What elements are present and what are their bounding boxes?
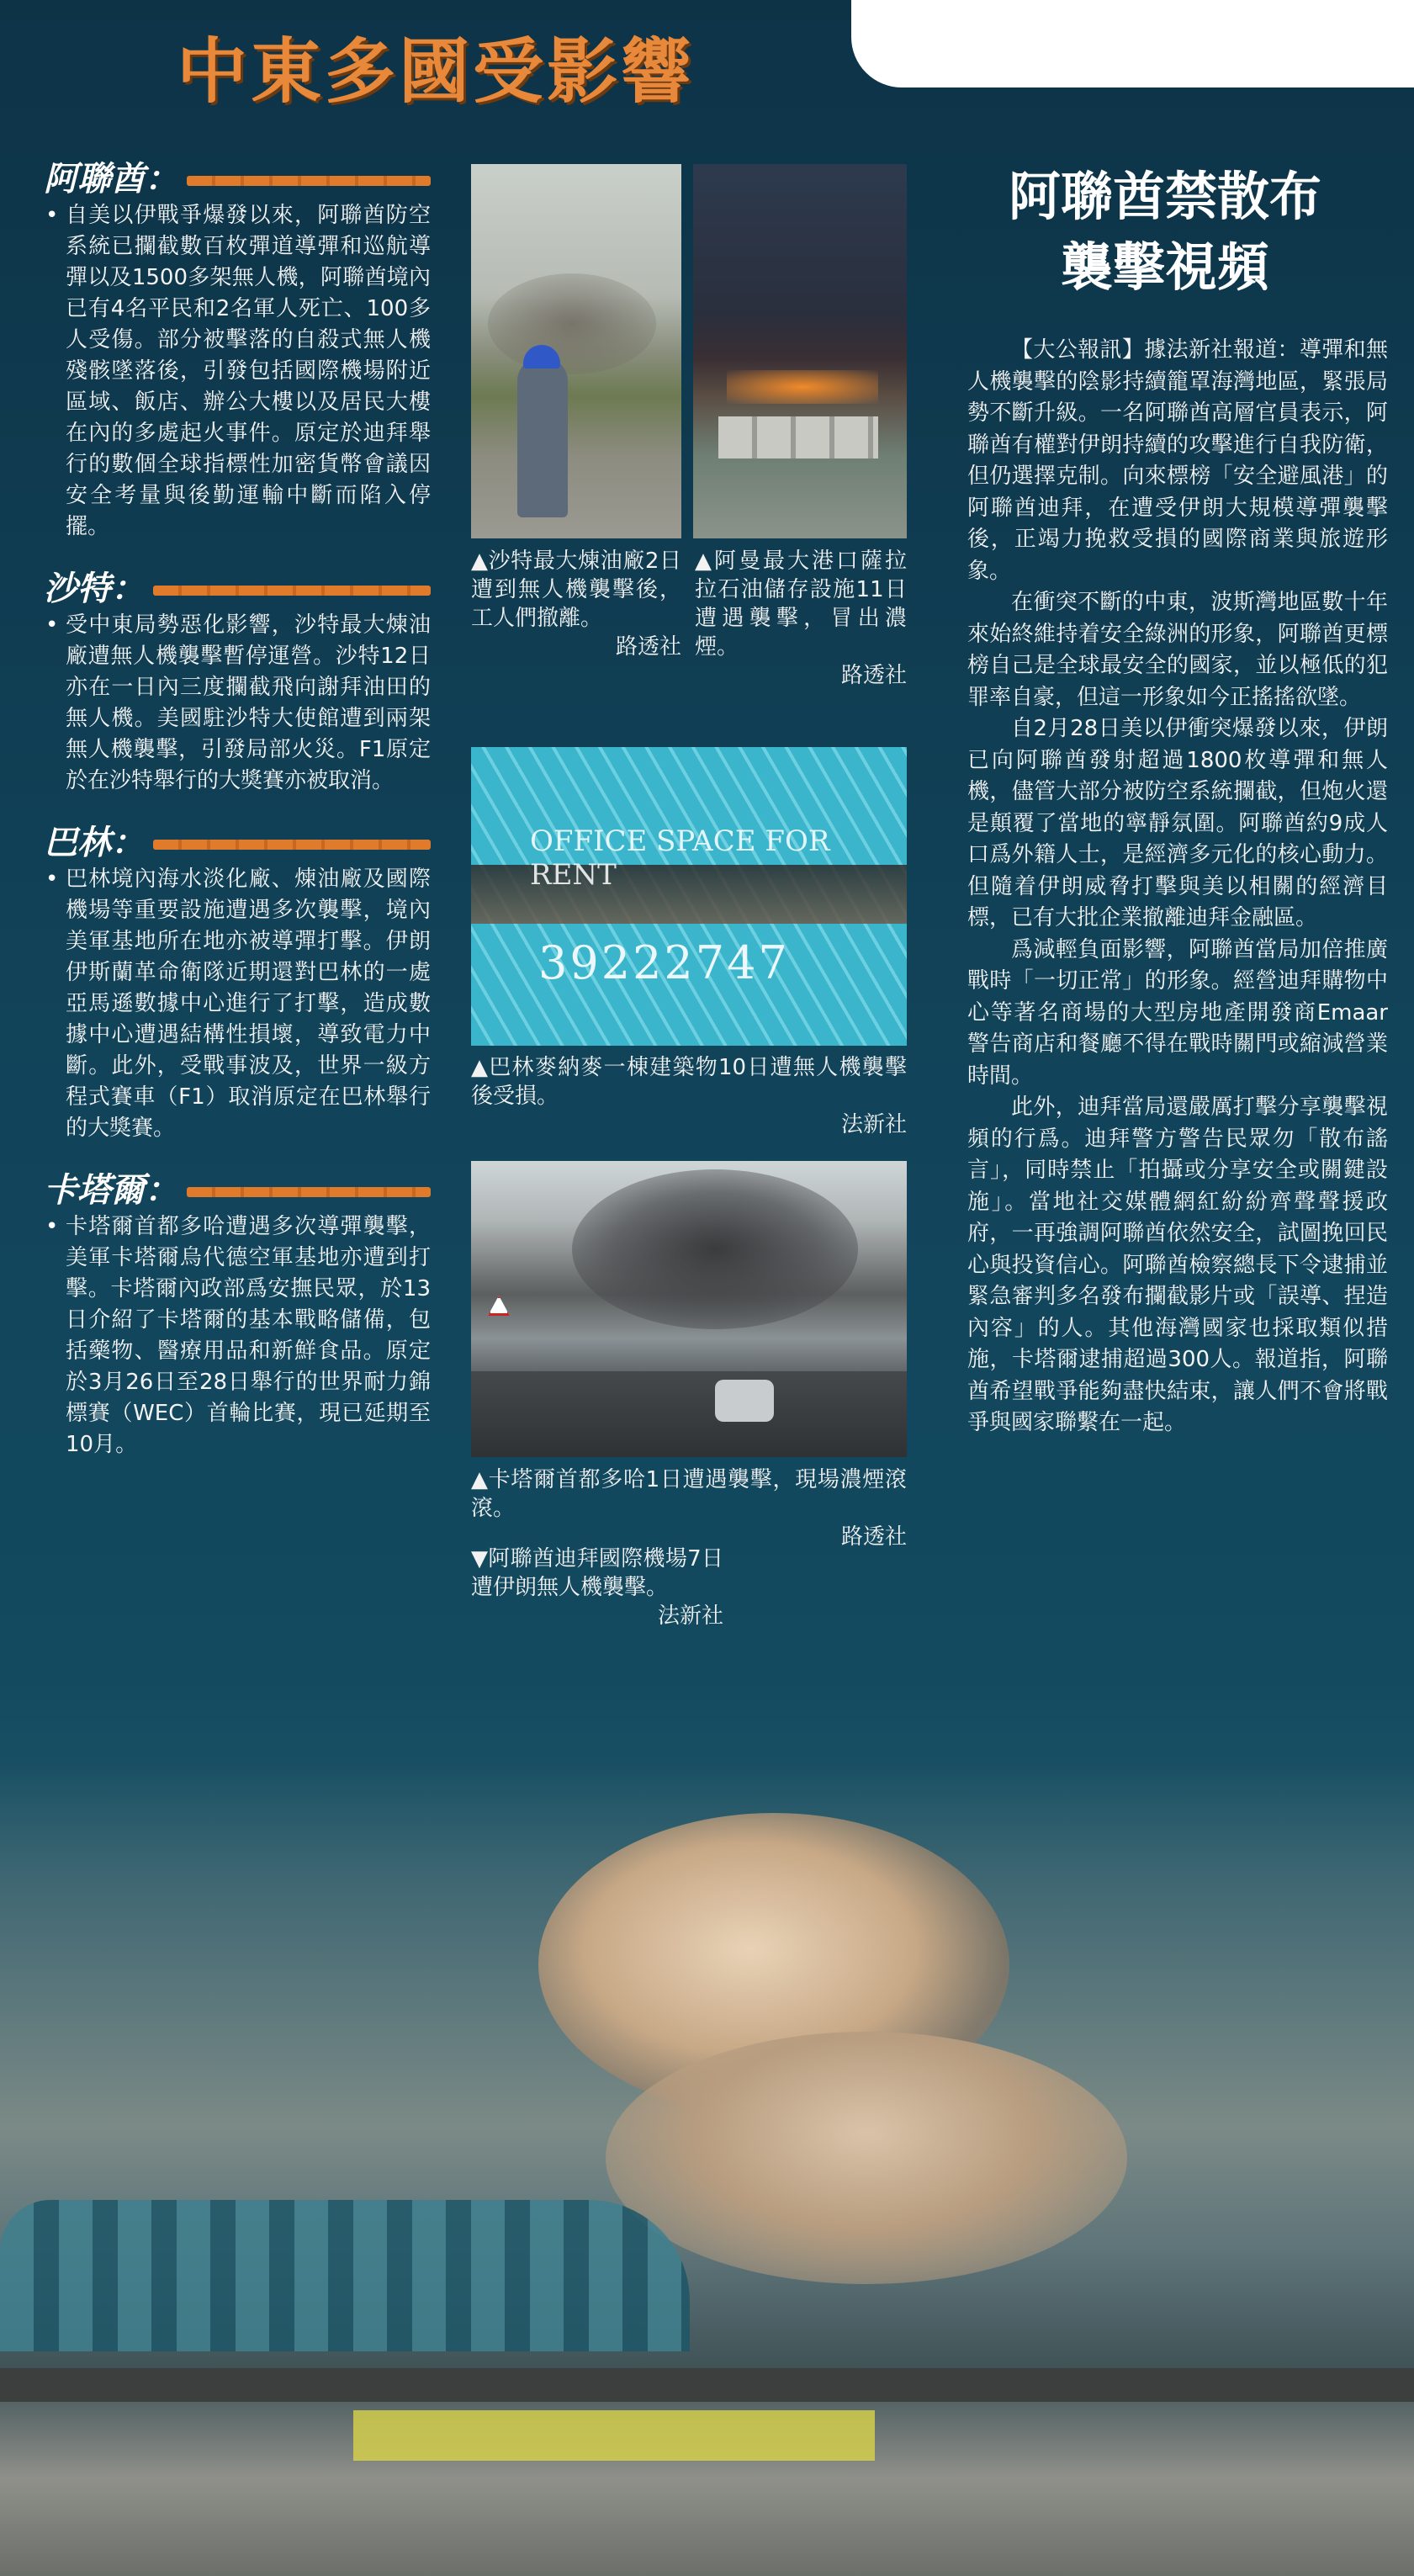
region-heading (44, 151, 431, 200)
region-text: • 受中東局勢惡化影響，沙特最大煉油廠遭無人機襲擊暫停運營。沙特12日亦在一日內三度攔截飛向謝拜油田的無人機。美國駐沙特大使館遭到兩架無人機襲擊，引發局部火災。F1原定於在沙特舉行的大獎賽亦被取消。 (44, 610, 431, 797)
caption-credit: 路透社 (615, 634, 681, 660)
region-text: • 卡塔爾首都多哈遭遇多次導彈襲擊，美軍卡塔爾烏代德空軍基地亦遭到打擊。卡塔爾內政部爲安撫民眾，於13日介紹了卡塔爾的基本戰略儲備，包括藥物、醫療用品和新鮮食品。原定於3月26日至28日舉行的世界耐力錦標賽（WEC）首輪比賽，現已延期至10月。 (44, 1211, 431, 1460)
building-phone-text: 39222747 (538, 936, 790, 989)
car (715, 1380, 774, 1422)
warning-sign-icon (488, 1296, 510, 1316)
page-title: 中東多國受影響 (177, 30, 696, 113)
region-saudi (44, 561, 431, 797)
caption-airport (471, 1545, 723, 1630)
article-body (967, 335, 1388, 1439)
road (471, 1371, 907, 1457)
region-name: 巴林： (44, 823, 145, 862)
storage-tanks (718, 416, 878, 458)
caption-text: ▲巴林麥納麥一棟建築物10日遭無人機襲擊後受損。 (471, 1055, 907, 1109)
caption-credit: 路透社 (840, 663, 907, 688)
caption-credit: 法新社 (840, 1112, 907, 1137)
region-name: 卡塔爾： (44, 1170, 178, 1210)
building-sign-text: OFFICE SPACE FOR RENT (530, 824, 830, 892)
region-bahrain (44, 815, 431, 1144)
worker-figure (517, 358, 568, 517)
smoke-plume (606, 2032, 1127, 2284)
bahrain-building-photo (471, 747, 907, 1046)
orange-rule (153, 586, 431, 596)
caption-credit: 路透社 (840, 1524, 907, 1550)
region-text: • 自美以伊戰爭爆發以來，阿聯酋防空系統已攔截數百枚彈道導彈和巡航導彈以及1500多架無人機，阿聯酋境內已有4名平民和2名軍人死亡、100多人受傷。部分被擊落的自殺式無人機殘骸墜落後，引發包括國際機場附近區域、飯店、辦公大樓以及居民大樓在內的多處起火事件。原定於迪拜舉行的數個全球指標性加密貨幣會議因安全考量與後勤運輸中斷而陷入停擺。 (44, 200, 431, 543)
region-heading (44, 561, 431, 610)
article-title (967, 162, 1363, 303)
fire-glow (727, 370, 878, 404)
smoke (572, 1169, 858, 1329)
doha-road-photo (471, 1161, 907, 1457)
region-name: 阿聯酋： (44, 159, 178, 199)
elevated-highway (0, 2368, 1414, 2402)
article-paragraph: 自2月28日美以伊衝突爆發以來，伊朗已向阿聯酋發射超過1800枚導彈和無人機，儘管大部分被防空系統攔截，但炮火還是顛覆了當地的寧靜氛圍。阿聯酋約9成人口爲外籍人士，是經濟多元化的核心動力。但隨着伊朗威脅打擊與美以相關的經濟目標，已有大批企業撤離迪拜金融區。 (967, 716, 1388, 930)
orange-rule (187, 176, 431, 186)
region-heading (44, 1163, 431, 1211)
region-uae (44, 151, 431, 543)
caption-credit: 法新社 (657, 1603, 723, 1629)
refinery-photo (471, 164, 681, 538)
caption-building (471, 1053, 907, 1139)
caption-text: ▼阿聯酋迪拜國際機場7日遭伊朗無人機襲擊。 (471, 1546, 723, 1600)
yellow-sign (353, 2410, 875, 2461)
article-paragraph: 爲減輕負面影響，阿聯酋當局加倍推廣戰時「一切正常」的形象。經營迪拜購物中心等著名商場的大型房地產開發商Emaar警告商店和餐廳不得在戰時關門或縮減營業時間。 (967, 936, 1388, 1089)
article-paragraph: 【大公報訊】據法新社報道：導彈和無人機襲擊的陰影持續籠罩海灣地區，緊張局勢不斷升級。一名阿聯酋高層官員表示，阿聯酋有權對伊朗持續的攻擊進行自我防衛，但仍選擇克制。向來標榜「安全避風港」的阿聯酋迪拜，在遭受伊朗大規模導彈襲擊後，正竭力挽救受損的國際商業與旅遊形象。 (967, 337, 1388, 584)
terminal-roof (0, 2200, 690, 2351)
article-title-line2: 襲擊視頻 (1060, 236, 1269, 298)
smoke (488, 273, 656, 374)
caption-text: ▲阿曼最大港口薩拉拉石油儲存設施11日遭遇襲擊，冒出濃煙。 (695, 549, 907, 660)
article-paragraph: 在衝突不斷的中東，波斯灣地區數十年來始終維持着安全綠洲的形象，阿聯酋更標榜自己是全球最安全的國家，並以極低的犯罪率自豪，但這一形象如今正搖搖欲墜。 (967, 590, 1388, 710)
header-tab (851, 0, 1414, 87)
region-text: • 巴林境內海水淡化廠、煉油廠及國際機場等重要設施遭遇多次襲擊，境內美軍基地所在地亦被導彈打擊。伊朗伊斯蘭革命衛隊近期還對巴林的一處亞馬遜數據中心進行了打擊，造成數據中心遭遇結構性損壞，導致電力中斷。此外，受戰事波及，世界一級方程式賽車（F1）取消原定在巴林舉行的大獎賽。 (44, 864, 431, 1144)
caption-road (471, 1466, 907, 1551)
caption-port (695, 547, 907, 690)
port-photo (693, 164, 907, 538)
orange-rule (153, 840, 431, 850)
caption-refinery (471, 547, 681, 661)
region-heading (44, 815, 431, 864)
article-paragraph: 此外，迪拜當局還嚴厲打擊分享襲擊視頻的行爲。迪拜警方警告民眾勿「散布謠言」，同時禁止「拍攝或分享安全或關鍵設施」。當地社交媒體網紅紛紛齊聲聲援政府，一再強調阿聯酋依然安全，試圖挽回民心與投資信心。阿聯酋檢察總長下令逮捕並緊急審判多名發布攔截影片或「誤導、捏造內容」的人。其他海灣國家也採取類似措施，卡塔爾逮捕超過300人。報道指，阿聯酋希望戰爭能夠盡快結束，讓人們不會將戰爭與國家聯繫在一起。 (967, 1095, 1388, 1435)
orange-rule (187, 1187, 431, 1197)
caption-text: ▲沙特最大煉油廠2日遭到無人機襲擊後，工人們撤離。 (471, 549, 681, 631)
regions-column (44, 151, 431, 1479)
region-qatar (44, 1163, 431, 1460)
article-title-line1: 阿聯酋禁散布 (1008, 166, 1321, 227)
caption-text: ▲卡塔爾首都多哈1日遭遇襲擊，現場濃煙滾滾。 (471, 1467, 907, 1521)
airport-explosion-photo (0, 1762, 1414, 2576)
region-name: 沙特： (44, 569, 145, 608)
